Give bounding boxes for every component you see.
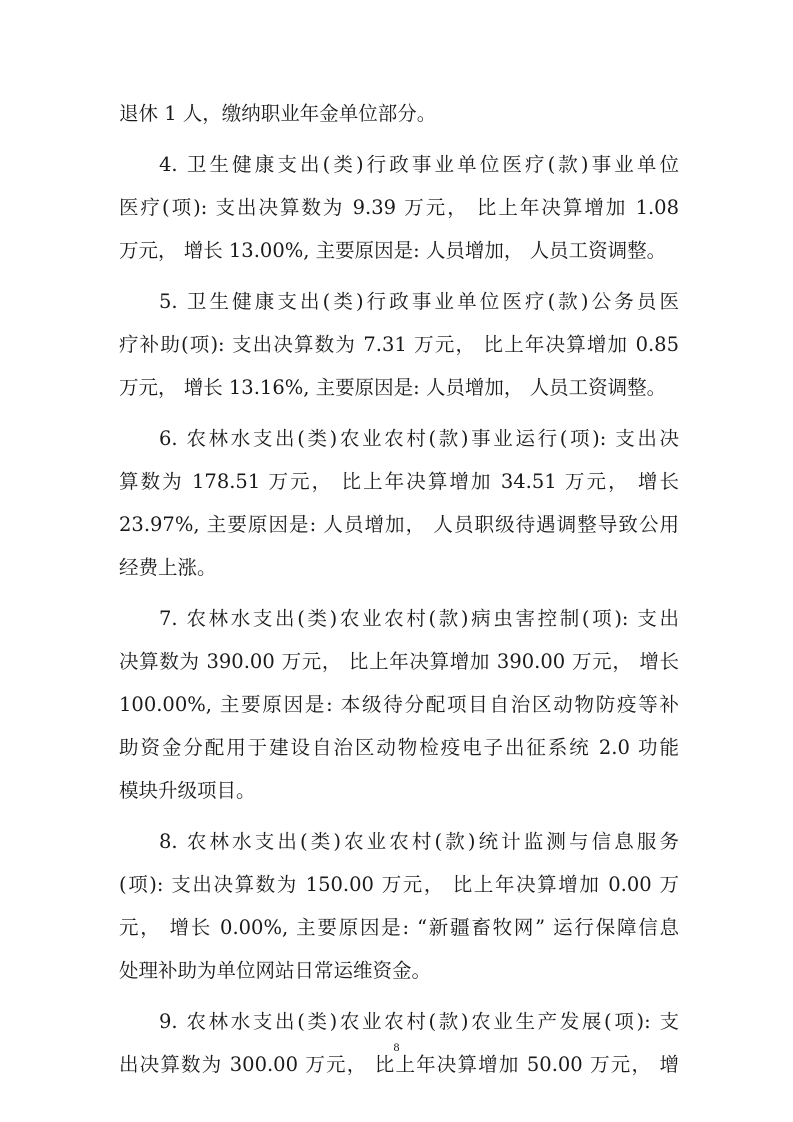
text-line: 6. 农林水支出(类)农业农村(款)事业运行(项): 支出决 [159, 427, 679, 450]
text-line: 医疗(项): 支出决算数为 9.39 万元， 比上年决算增加 1.08 [119, 196, 679, 219]
paragraph-item-4 [119, 143, 679, 272]
text-line: 退休 1 人，缴纳职业年金单位部分。 [119, 102, 437, 125]
text-line: 7. 农林水支出(类)农业农村(款)病虫害控制(项): 支出 [159, 607, 679, 630]
text-line: 23.97%, 主要原因是: 人员增加， 人员职级待遇调整导致公用 [119, 513, 679, 536]
text-line: 万元， 增长 13.16%, 主要原因是: 人员增加， 人员工资调整。 [119, 376, 667, 399]
paragraph-item-6 [119, 417, 679, 589]
text-line: 经费上涨。 [119, 556, 217, 579]
text-line: 模块升级项目。 [119, 779, 256, 802]
text-line: (项): 支出决算数为 150.00 万元， 比上年决算增加 0.00 万 [119, 873, 679, 896]
text-line: 8. 农林水支出(类)农业农村(款)统计监测与信息服务 [159, 830, 679, 853]
text-line: 9. 农林水支出(类)农业农村(款)农业生产发展(项): 支 [159, 1010, 679, 1033]
text-line: 出决算数为 300.00 万元， 比上年决算增加 50.00 万元， 增 [119, 1053, 679, 1076]
text-line: 4. 卫生健康支出(类)行政事业单位医疗(款)事业单位 [159, 153, 679, 176]
paragraph-item-7 [119, 597, 679, 812]
text-line: 决算数为 390.00 万元， 比上年决算增加 390.00 万元， 增长 [119, 650, 679, 673]
text-line: 100.00%, 主要原因是: 本级待分配项目自治区动物防疫等补 [119, 693, 679, 716]
page-number: 8 [393, 1040, 400, 1054]
paragraph-retirement-continuation [119, 92, 679, 135]
paragraph-item-8 [119, 820, 679, 992]
text-line: 万元， 增长 13.00%, 主要原因是: 人员增加， 人员工资调整。 [119, 239, 667, 262]
text-line: 元， 增长 0.00%, 主要原因是: “新疆畜牧网” 运行保障信息 [119, 916, 679, 939]
text-line: 处理补助为单位网站日常运维资金。 [119, 959, 432, 982]
text-line: 算数为 178.51 万元， 比上年决算增加 34.51 万元， 增长 [119, 470, 679, 493]
text-line: 疗补助(项): 支出决算数为 7.31 万元， 比上年决算增加 0.85 [119, 333, 679, 356]
text-line: 助资金分配用于建设自治区动物检疫电子出征系统 2.0 功能 [119, 736, 679, 759]
paragraph-item-5 [119, 280, 679, 409]
text-line: 5. 卫生健康支出(类)行政事业单位医疗(款)公务员医 [159, 290, 679, 313]
body-text [119, 92, 679, 1086]
